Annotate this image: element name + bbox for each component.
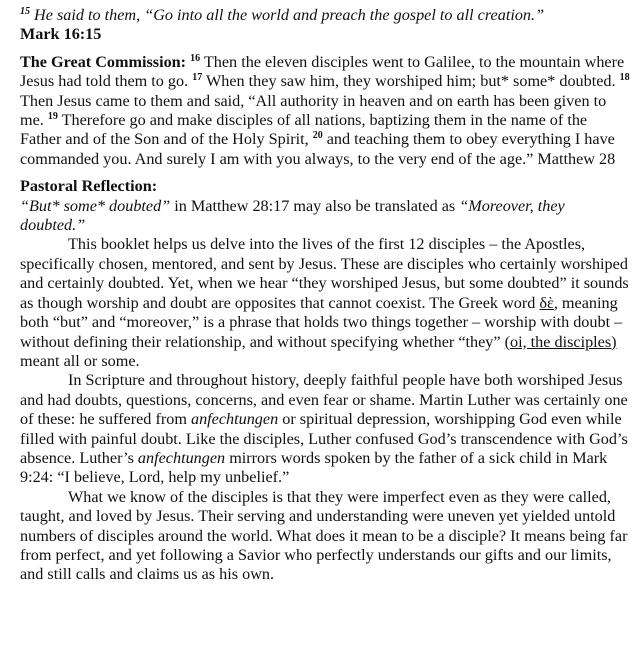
- header-reference: Mark 16:15: [20, 25, 102, 44]
- paragraph-text: or spiritual depression, worshipping God even while filled with painful doubt. Like the disciples, Luther confused God’s transcendence with God’s absence. Luther’s: [20, 410, 628, 467]
- verse-text: and teaching them to obey everything I have commanded you. And surely I am with you always, to the very end of the age.” Matthew 28: [20, 130, 616, 168]
- verse-text: Then the eleven disciples went to Galilee, to the mountain where Jesus had told them to go.: [20, 52, 625, 91]
- pastoral-reflection-title: Pastoral Reflection:: [20, 177, 158, 196]
- verse-number: 20: [312, 130, 323, 142]
- paragraph-text: mirrors words spoken by the father of a sick child in Mark 9:24: “I believe, Lord, help my unbelief.”: [20, 448, 608, 487]
- reflection-paragraph-3: What we know of the disciples is that they were imperfect even as they were called, taught, and loved by Jesus. Their serving and understanding were uneven yet yielded untold numbers of disciples around the world. What does it mean to be a disciple? It means being far from perfect, and yet following a Savior who perfectly understands our gifts and our limits, and still calls and claims us as his own.: [20, 487, 628, 584]
- reflection-paragraph-2: [20, 371, 630, 487]
- paragraph-text: meant all or some.: [20, 351, 140, 370]
- great-commission-paragraph: [20, 53, 630, 169]
- verse-number: 16: [190, 52, 201, 64]
- verse-text: When they saw him, they worshiped him; but* some* doubted.: [205, 72, 616, 91]
- paragraph-text: , meaning both “but” and “moreover,” is a phrase that holds two things together – worship with doubt – without defining their relationship, and without specifying whether “they”: [20, 293, 623, 351]
- great-commission-title: The Great Commission:: [20, 52, 187, 71]
- paragraph-text: This booklet helps us delve into the lives of the first 12 disciples – the Apostles, specifically chosen, mentored, and sent by Jesus. These are disciples who certainly worshiped and certainly doubted. Yet, when we hear “they worshiped Jesus, but some doubted” it sounds as though worship and doubt are opposites that cannot coexist. The Greek word: [20, 235, 629, 312]
- reflection-intro: [20, 197, 630, 236]
- intro-quote: “But* some* doubted”: [20, 196, 171, 215]
- paragraph-text: In Scripture and throughout history, deeply faithful people have both worshiped Jesus and had doubts, questions, concerns, and even fear or shame. Martin Luther was certainly one of these: he suffered from: [20, 371, 628, 429]
- verse-number: 17: [192, 72, 203, 84]
- intro-text: in Matthew 28:17 may also be translated as: [174, 196, 456, 215]
- verse-number: 18: [619, 72, 630, 84]
- greek-gloss: (oi, the disciples): [504, 332, 617, 351]
- verse-text: Then Jesus came to them and said, “All authority in heaven and on earth has been given to me.: [20, 91, 607, 130]
- intro-quote-alt: “Moreover, they doubted.”: [20, 196, 565, 235]
- term-anfechtungen: anfechtungen: [137, 448, 226, 467]
- verse-text: Therefore go and make disciples of all nations, baptizing them in the name of the Father and of the Son and of the Holy Spirit,: [20, 111, 588, 149]
- verse-text: He said to them, “Go into all the world and preach the gospel to all creation.”: [34, 6, 545, 24]
- term-anfechtungen: anfechtungen: [190, 410, 279, 429]
- verse-number: 19: [47, 111, 58, 123]
- reflection-paragraph-1: [20, 235, 630, 371]
- verse-number: 15: [20, 6, 30, 17]
- greek-word: δὲ: [539, 293, 554, 312]
- header-verse: [20, 6, 630, 25]
